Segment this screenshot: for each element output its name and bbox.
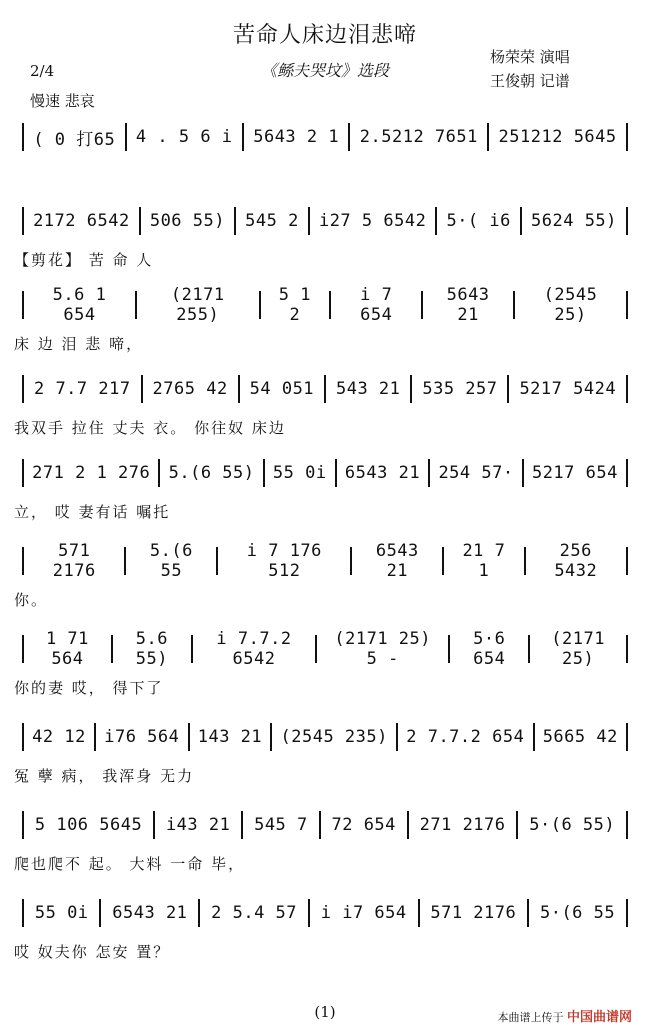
bar-line (198, 899, 200, 927)
measure: 5·(6 55) (529, 815, 616, 835)
measure: 2 5.4 57 (211, 903, 298, 923)
measure: i43 21 (165, 815, 231, 835)
measure: 2172 6542 (33, 211, 130, 231)
measure: 143 21 (197, 727, 263, 747)
measure: 5624 55) (531, 211, 617, 231)
notator-credit: 王俊朝 记谱 (490, 72, 570, 90)
bar-line (348, 123, 350, 151)
lyrics-text: 爬也爬不 起。 大料 一命 毕， (14, 854, 246, 873)
bar-line (125, 123, 127, 151)
measure: 6543 21 (112, 903, 188, 923)
measure: 545 2 (245, 211, 299, 231)
measure: (2171 255) (170, 285, 225, 325)
bar-line (94, 723, 96, 751)
bar-line (263, 459, 265, 487)
bar-line (407, 811, 409, 839)
measure: 251212 5645 (498, 127, 617, 147)
bar-line (22, 123, 24, 151)
measure: 5643 2 1 (253, 127, 340, 147)
bar-line (513, 291, 515, 319)
staff-line (0, 888, 650, 988)
lyrics-row (14, 328, 636, 358)
measure: 55 0i (272, 463, 327, 483)
staff-line (0, 536, 650, 636)
measure: 2.5212 7651 (359, 127, 478, 147)
bar-line (626, 459, 628, 487)
measure: 42 12 (32, 727, 86, 747)
measure: 54 051 (249, 379, 315, 399)
bar-line (191, 635, 193, 663)
bar-line (626, 375, 628, 403)
measure: 6543 21 (344, 463, 421, 483)
bar-line (22, 811, 24, 839)
bar-line (626, 123, 628, 151)
bar-line (448, 635, 450, 663)
bar-line (626, 723, 628, 751)
measure: (2545 235) (280, 727, 388, 747)
measure: i 7 176 512 (246, 541, 322, 581)
lyrics-text: 【剪花】 苦 命 人 (14, 250, 154, 269)
bar-line (124, 547, 126, 575)
notation-row (14, 206, 636, 236)
staff-line (0, 624, 650, 724)
bar-line (626, 899, 628, 927)
measure: 5643 21 (446, 285, 490, 325)
notation-row (14, 541, 636, 581)
notation-row (14, 629, 636, 669)
bar-line (259, 291, 261, 319)
measure: 254 57· (438, 463, 514, 483)
bar-line (528, 635, 530, 663)
lyrics-row (14, 244, 636, 274)
bar-line (626, 291, 628, 319)
bar-line (524, 547, 526, 575)
bar-line (308, 207, 310, 235)
lyrics-row (14, 496, 636, 526)
lyrics-row (14, 936, 636, 966)
time-signature: 2/4 (30, 62, 55, 80)
measure: 1 71 564 (45, 629, 89, 669)
bar-line (234, 207, 236, 235)
singer-credit: 杨荣荣 演唱 (490, 48, 570, 66)
measure: 571 2176 (52, 541, 96, 581)
measure: 543 21 (335, 379, 401, 399)
bar-line (626, 547, 628, 575)
bar-line (435, 207, 437, 235)
lyrics-text: 立， 哎 妻有话 嘱托 (14, 502, 171, 521)
page-number: (1) (314, 1003, 336, 1021)
measure: 571 2176 (430, 903, 517, 923)
measure: 5217 654 (531, 463, 618, 483)
bar-line (141, 375, 143, 403)
measure: 5.6 55) (135, 629, 168, 669)
lyrics-row (14, 584, 636, 614)
bar-line (270, 723, 272, 751)
bar-line (626, 811, 628, 839)
lyrics-text: 我双手 拉住 丈夫 衣。 你往奴 床边 (14, 418, 286, 437)
bar-line (22, 207, 24, 235)
bar-line (335, 459, 337, 487)
bar-line (520, 207, 522, 235)
bar-line (522, 459, 524, 487)
bar-line (308, 899, 310, 927)
measure: i 7.7.2 6542 (216, 629, 292, 669)
measure: 5 1 2 (278, 285, 311, 325)
lyrics-text: 哎 奴夫你 怎安 置？ (14, 942, 171, 961)
bar-line (626, 635, 628, 663)
bar-line (188, 723, 190, 751)
measure: (2171 25) (551, 629, 605, 669)
measure: i76 564 (104, 727, 180, 747)
notation-row (14, 285, 636, 325)
lyrics-text: 你的妻 哎， 得下了 (14, 678, 164, 697)
lyrics-text: 你。 (14, 590, 49, 609)
measure: 535 257 (422, 379, 498, 399)
bar-line (135, 291, 137, 319)
measure: 2 7.7.2 654 (406, 727, 525, 747)
bar-line (22, 899, 24, 927)
notation-row (14, 122, 636, 152)
bar-line (428, 459, 430, 487)
bar-line (238, 375, 240, 403)
measure: 5.(6 55) (168, 463, 255, 483)
measure: i27 5 6542 (318, 211, 427, 231)
bar-line (626, 207, 628, 235)
bar-line (350, 547, 352, 575)
bar-line (487, 123, 489, 151)
measure: 256 5432 (554, 541, 598, 581)
measure: 271 2 1 276 (32, 463, 151, 483)
measure: 5 106 5645 (34, 815, 143, 835)
measure: 5217 5424 (519, 379, 617, 399)
bar-line (396, 723, 398, 751)
notation-row (14, 898, 636, 928)
measure: 5·( i6 (446, 211, 511, 231)
lyrics-text: 冤 孽 病， 我浑身 无力 (14, 766, 195, 785)
bar-line (329, 291, 331, 319)
bar-line (139, 207, 141, 235)
measure: ( 0 打65 (33, 129, 116, 150)
measure: 5·(6 55 (539, 903, 616, 923)
notation-row (14, 810, 636, 840)
tempo-marking: 慢速 悲哀 (30, 92, 95, 110)
bar-line (315, 635, 317, 663)
measure: 545 7 (254, 815, 308, 835)
bar-line (527, 899, 529, 927)
bar-line (324, 375, 326, 403)
measure: 5.(6 55 (149, 541, 193, 581)
measure: 506 55) (149, 211, 225, 231)
staff-line (0, 800, 650, 900)
bar-line (111, 635, 113, 663)
measure: 72 654 (331, 815, 396, 835)
bar-line (216, 547, 218, 575)
bar-line (516, 811, 518, 839)
measure: i 7 654 (360, 285, 393, 325)
lyrics-row (14, 848, 636, 878)
measure: 5.6 1 654 (52, 285, 107, 325)
bar-line (158, 459, 160, 487)
notation-row (14, 722, 636, 752)
measure: 55 0i (34, 903, 89, 923)
measure: (2545 25) (543, 285, 598, 325)
lyrics-text: 床 边 泪 悲 啼， (14, 334, 144, 353)
notation-row (14, 458, 636, 488)
measure: 5·6 654 (473, 629, 506, 669)
measure: 4 . 5 6 i (135, 127, 233, 147)
page-subtitle: 《鲧夫哭坟》选段 (260, 61, 389, 80)
measure: 21 7 1 (462, 541, 506, 581)
lyrics-row (14, 412, 636, 442)
bar-line (22, 375, 24, 403)
bar-line (22, 459, 24, 487)
bar-line (421, 291, 423, 319)
bar-line (442, 547, 444, 575)
measure: 6543 21 (375, 541, 419, 581)
lyrics-row (14, 672, 636, 702)
lyrics-row (14, 760, 636, 790)
measure: 271 2176 (419, 815, 506, 835)
measure: 2765 42 (152, 379, 228, 399)
bar-line (22, 291, 24, 319)
staff-line (0, 448, 650, 548)
bar-line (22, 635, 24, 663)
bar-line (533, 723, 535, 751)
upload-note: 本曲谱上传于 (497, 1011, 564, 1024)
site-name: 中国曲谱网 (566, 1010, 632, 1025)
bar-line (410, 375, 412, 403)
staff-line (0, 712, 650, 812)
measure: 5665 42 (542, 727, 618, 747)
bar-line (153, 811, 155, 839)
bar-line (242, 123, 244, 151)
lyrics-row (14, 160, 636, 190)
measure: 2 7.7 217 (33, 379, 131, 399)
bar-line (22, 547, 24, 575)
bar-line (319, 811, 321, 839)
bar-line (22, 723, 24, 751)
notation-row (14, 374, 636, 404)
measure: i i7 654 (320, 903, 407, 923)
bar-line (99, 899, 101, 927)
measure: (2171 25) 5 - (334, 629, 432, 669)
site-credit (497, 1006, 632, 1025)
bar-line (241, 811, 243, 839)
page-title: 苦命人床边泪悲啼 (232, 23, 417, 48)
bar-line (507, 375, 509, 403)
bar-line (418, 899, 420, 927)
